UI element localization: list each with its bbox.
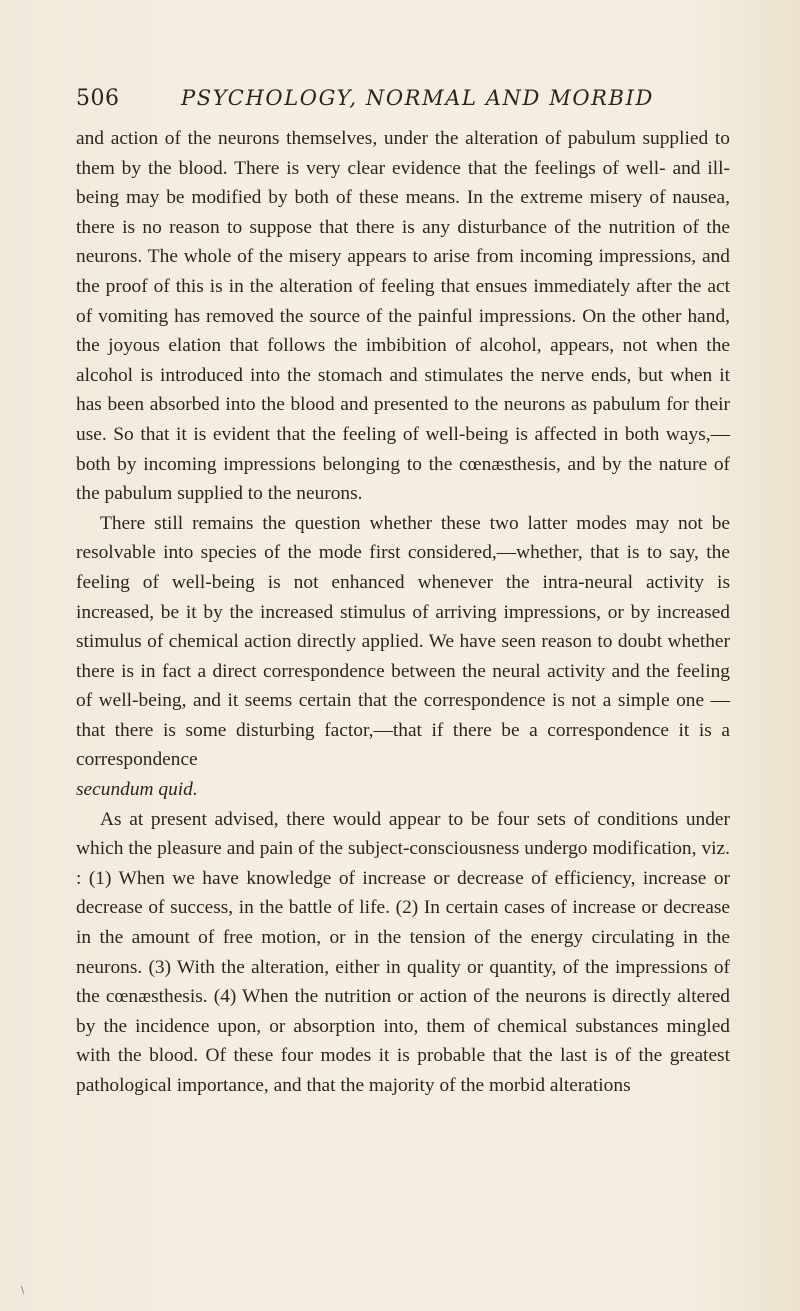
paragraph-3: As at present advised, there would appear to be four sets of conditions under which the pleasure and pain of the subject-consciousness undergo modification, viz. : (1) When we have knowledge of increase or decrease of efficiency, increase or decrease of success, in the battle of life. (2) In certain cases of increase or decrease in the amount of free motion, or in the tension of the energy circulating in the neurons. (3) With the alteration, either in quality or quantity, of the impressions of the cœnæsthesis. (4) When the nutrition or action of the neurons is directly altered by the incidence upon, or absorption into, them of chemical substances mingled with the blood. Of these four modes it is probable that the last is of the greatest pathological importance, and that the majority of the morbid alterations bbox=[76, 808, 730, 1096]
page-header bbox=[76, 86, 730, 118]
paragraph-2-text: There still remains the question whether these two latter modes may not be resolvable into species of the mode first considered,—whether, that is to say, the feeling of well-being is not enhanced whenever the intra-neural activity is increased, be it by the increased stimulus of arriving impressions, or by increased stimulus of chemical action directly applied. We have seen reason to doubt whether there is in fact a direct correspondence between the neural activity and the feeling of well-being, and it seems certain that the correspondence is not a simple one — that there is some disturbing factor,—that if there be a correspondence it is a correspondence bbox=[76, 512, 730, 771]
paragraph-2-italic-phrase: secundum quid. bbox=[76, 779, 198, 801]
body-text bbox=[76, 124, 730, 1101]
paragraph-1: and action of the neurons themselves, under the alteration of pabulum supplied to them by the blood. There is very clear evidence that the feelings of well- and ill-being may be modified by both of these means. In the extreme misery of nausea, there is no reason to suppose that there is any disturbance of the nutrition of the neurons. The whole of the misery appears to arise from incoming impressions, and the proof of this is in the alteration of feeling that ensues immediately after the act of vomiting has removed the source of the painful impressions. On the other hand, the joyous elation that follows the imbibition of alcohol, appears, not when the alcohol is introduced into the stomach and stimulates the nerve ends, but when it has been absorbed into the blood and presented to the neurons as pabulum for their use. So that it is evident that the feeling of well-being is affected in both ways,—both by incoming impressions belonging to the cœnæsthesis, and by the nature of the pabulum supplied to the neurons. bbox=[76, 128, 730, 505]
stray-mark: \ bbox=[21, 1286, 25, 1296]
running-title: PSYCHOLOGY, NORMAL AND MORBID bbox=[181, 86, 654, 110]
paragraph-2 bbox=[76, 509, 730, 805]
page-number: 506 bbox=[76, 86, 120, 111]
